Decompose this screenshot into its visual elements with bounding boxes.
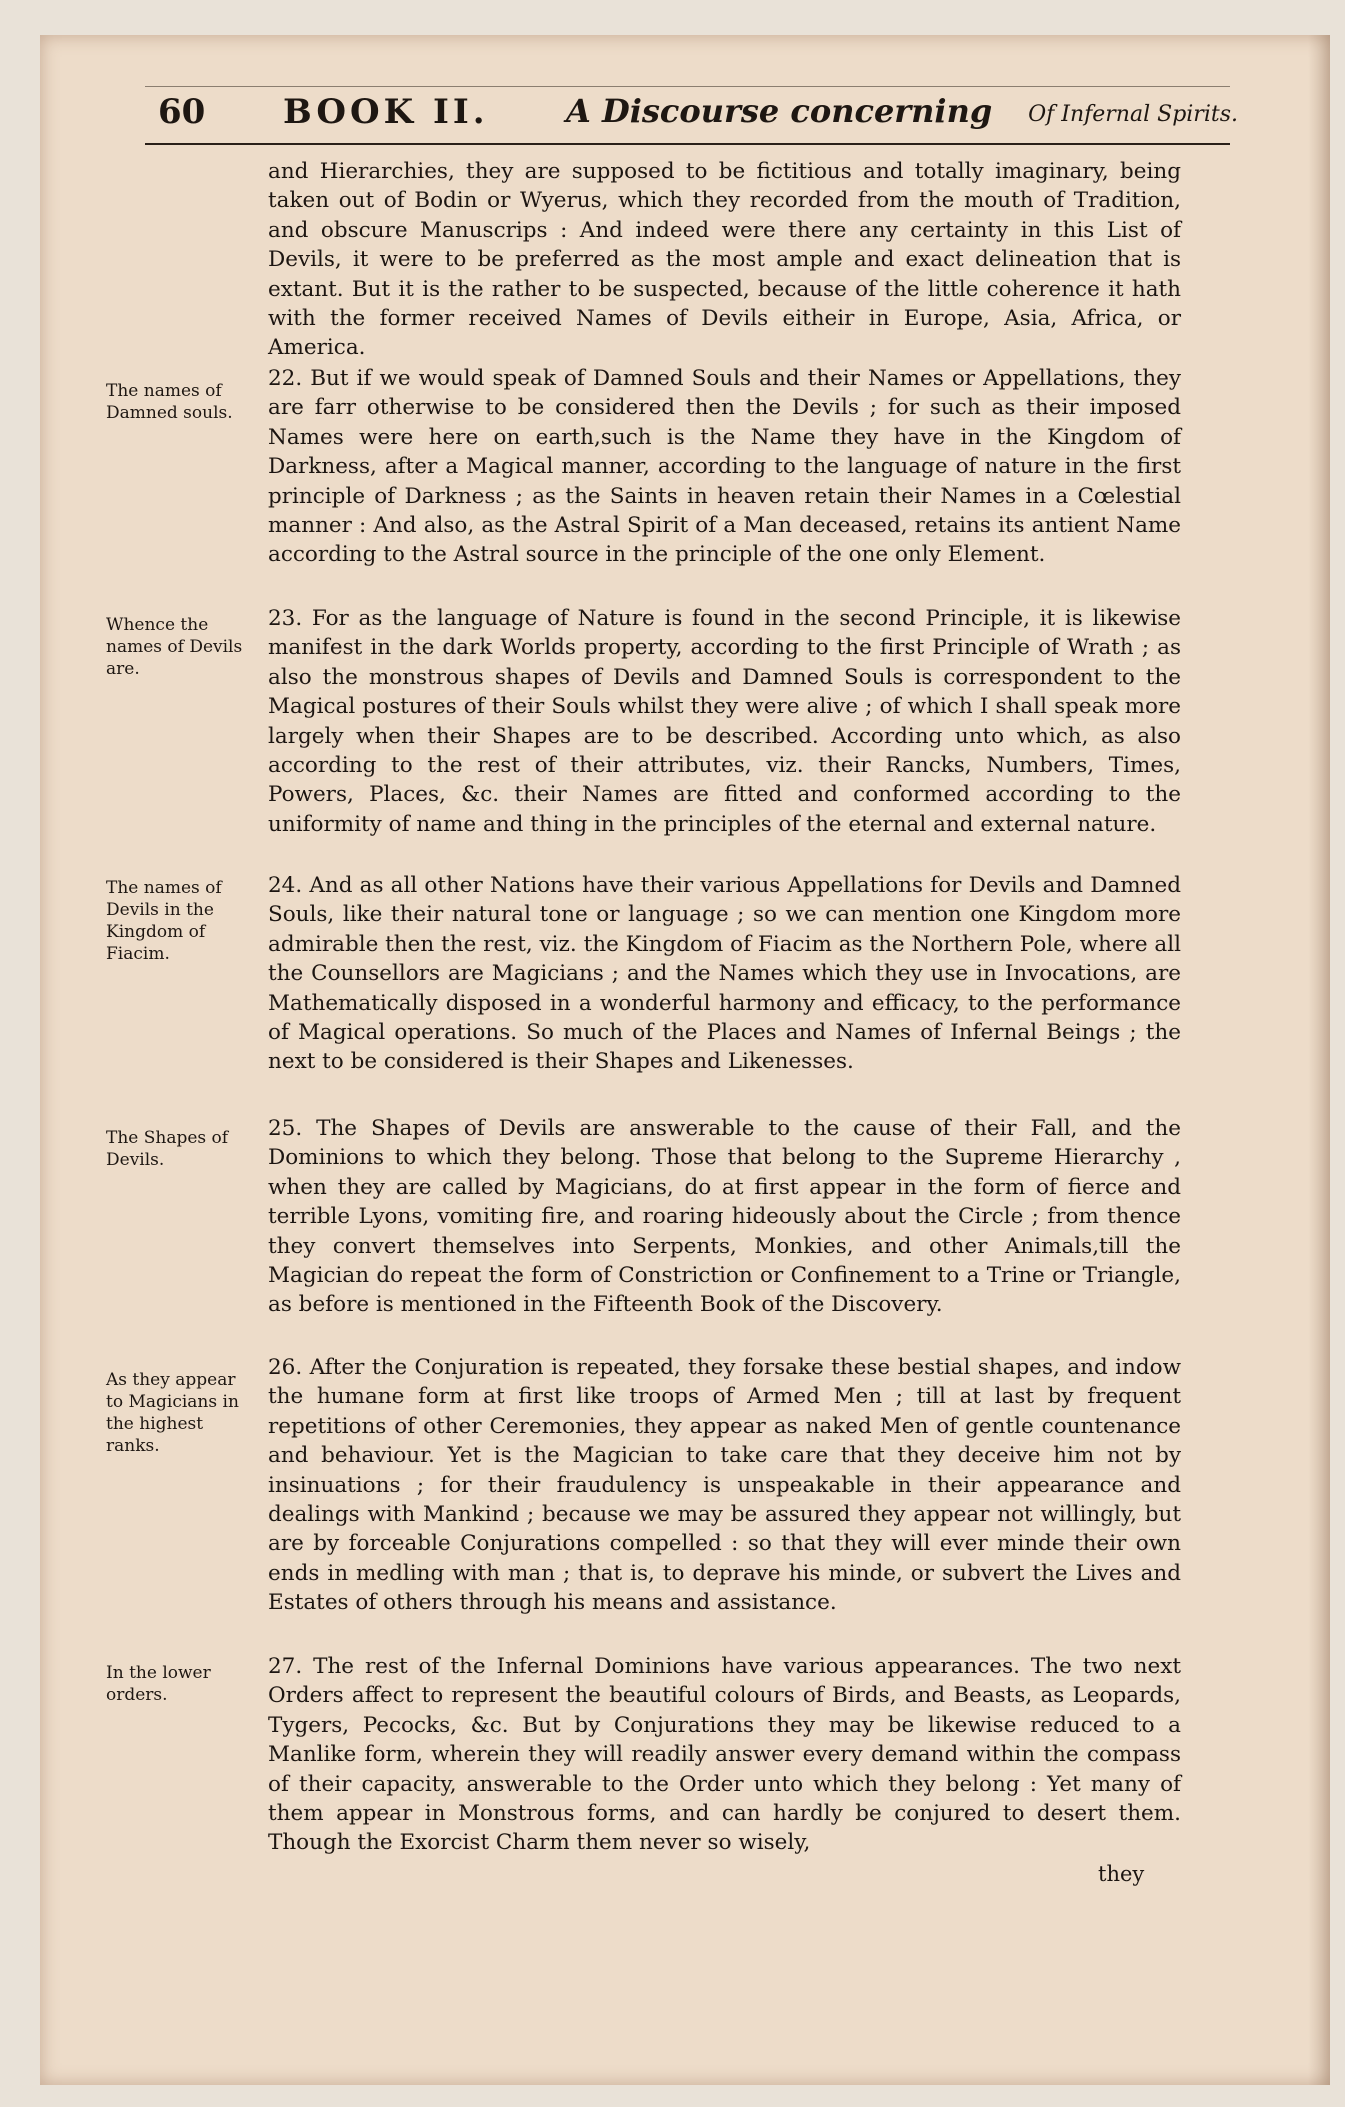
paragraph-27: 27. The rest of the Infernal Dominions have various appearances. The two next Orders affect to represent the beautiful colours of Birds, and Beasts, as Leopards, Tygers, Pecocks, &c. But by Conjurations they may be likewise reduced to a Manlike form, wherein they will readily answer every demand within the compass of their capacity, answerable to the Order unto which they belong : Yet many of them appear in Monstrous forms, and can hardly be conjured to desert them. Though the Exorcist Charm them never so wisely, <box>268 1654 1181 1856</box>
margin-note: In the lower orders. <box>106 1663 211 1705</box>
paragraph-26: 26. After the Conjuration is repeated, they forsake these bestial shapes, and indow the humane form at first like troops of Armed Men ; till at last by frequent repetitions of other Ceremonies, they appear as naked Men of gentle countenance and behaviour. Yet is the Magician to take care that they deceive him not by insinuations ; for their fraudulency is unspeakable in their appearance and dealings with Mankind ; because we may be assured they appear not willingly, but are by forceable Conjurations compelled : so that they will ever minde their own ends in medling with man ; that is, to deprave his minde, or subvert the Lives and Estates of others through his means and assistance. <box>268 1355 1181 1616</box>
header-top-rule <box>145 86 1230 87</box>
margin-note: The names of Devils in the Kingdom of Fiacim. <box>106 878 222 964</box>
paragraph-continuation: and Hierarchies, they are supposed to be fictitious and totally imaginary, being taken out of Bodin or Wyerus, which they recorded from the mouth of Tradition, and obscure Manuscrips : And indeed were there any certainty in this List of Devils, it were to be preferred as the most ample and exact delineation that is extant. But it is the rather to be suspected, because of the little coherence it hath with the former received Names of Devils eitheir in Europe, Asia, Africa, or America. <box>268 159 1181 361</box>
page-header <box>158 92 1238 140</box>
margin-note: The Shapes of Devils. <box>106 1128 229 1170</box>
paragraph-22: 22. But if we would speak of Damned Souls and their Names or Appellations, they are farr otherwise to be considered then the Devils ; for such as their imposed Names were here on earth,such is the Name they have in the Kingdom of Darkness, after a Magical manner, according to the language of nature in the first principle of Darkness ; as the Saints in heaven retain their Names in a Cœlestial manner : And also, as the Astral Spirit of a Man deceased, retains its antient Name according to the Astral source in the principle of the one only Element. <box>268 366 1181 568</box>
running-head: Of Infernal Spirits. <box>1028 102 1238 127</box>
margin-note: Whence the names of Devils are. <box>106 615 243 679</box>
page-number: 60 <box>158 92 206 132</box>
header-title: A Discourse concerning <box>566 92 993 130</box>
margin-note: As they appear to Magicians in the highest ranks. <box>106 1370 239 1456</box>
margin-note: The names of Damned souls. <box>106 381 233 423</box>
catchword: they <box>1098 1862 1145 1886</box>
paragraph-25: 25. The Shapes of Devils are answerable to the cause of their Fall, and the Dominions to which they belong. Those that belong to the Supreme Hierarchy , when they are called by Magicians, do at first appear in the form of fierce and terrible Lyons, vomiting fire, and roaring hideously about the Circle ; from thence they convert themselves into Serpents, Monkies, and other Animals,till the Magician do repeat the form of Constriction or Confinement to a Trine or Triangle, as before is mentioned in the Fifteenth Book of the Discovery. <box>268 1116 1181 1318</box>
book-label: BOOK II. <box>283 92 489 132</box>
paragraph-24: 24. And as all other Nations have their various Appellations for Devils and Damned Souls, like their natural tone or language ; so we can mention one Kingdom more admirable then the rest, viz. the Kingdom of Fiacim as the Northern Pole, where all the Counsellors are Magicians ; and the Names which they use in Invocations, are Mathematically disposed in a wonderful harmony and efficacy, to the performance of Magical operations. So much of the Places and Names of Infernal Beings ; the next to be considered is their Shapes and Likenesses. <box>268 873 1181 1075</box>
header-bottom-rule <box>145 143 1230 145</box>
paragraph-23: 23. For as the language of Nature is found in the second Principle, it is likewise manifest in the dark Worlds property, according to the first Principle of Wrath ; as also the monstrous shapes of Devils and Damned Souls is correspondent to the Magical postures of their Souls whilst they were alive ; of which I shall speak more largely when their Shapes are to be described. According unto which, as also according to the rest of their attributes, viz. their Rancks, Numbers, Times, Powers, Places, &c. their Names are fitted and conformed according to the uniformity of name and thing in the principles of the eternal and external nature. <box>268 606 1181 837</box>
